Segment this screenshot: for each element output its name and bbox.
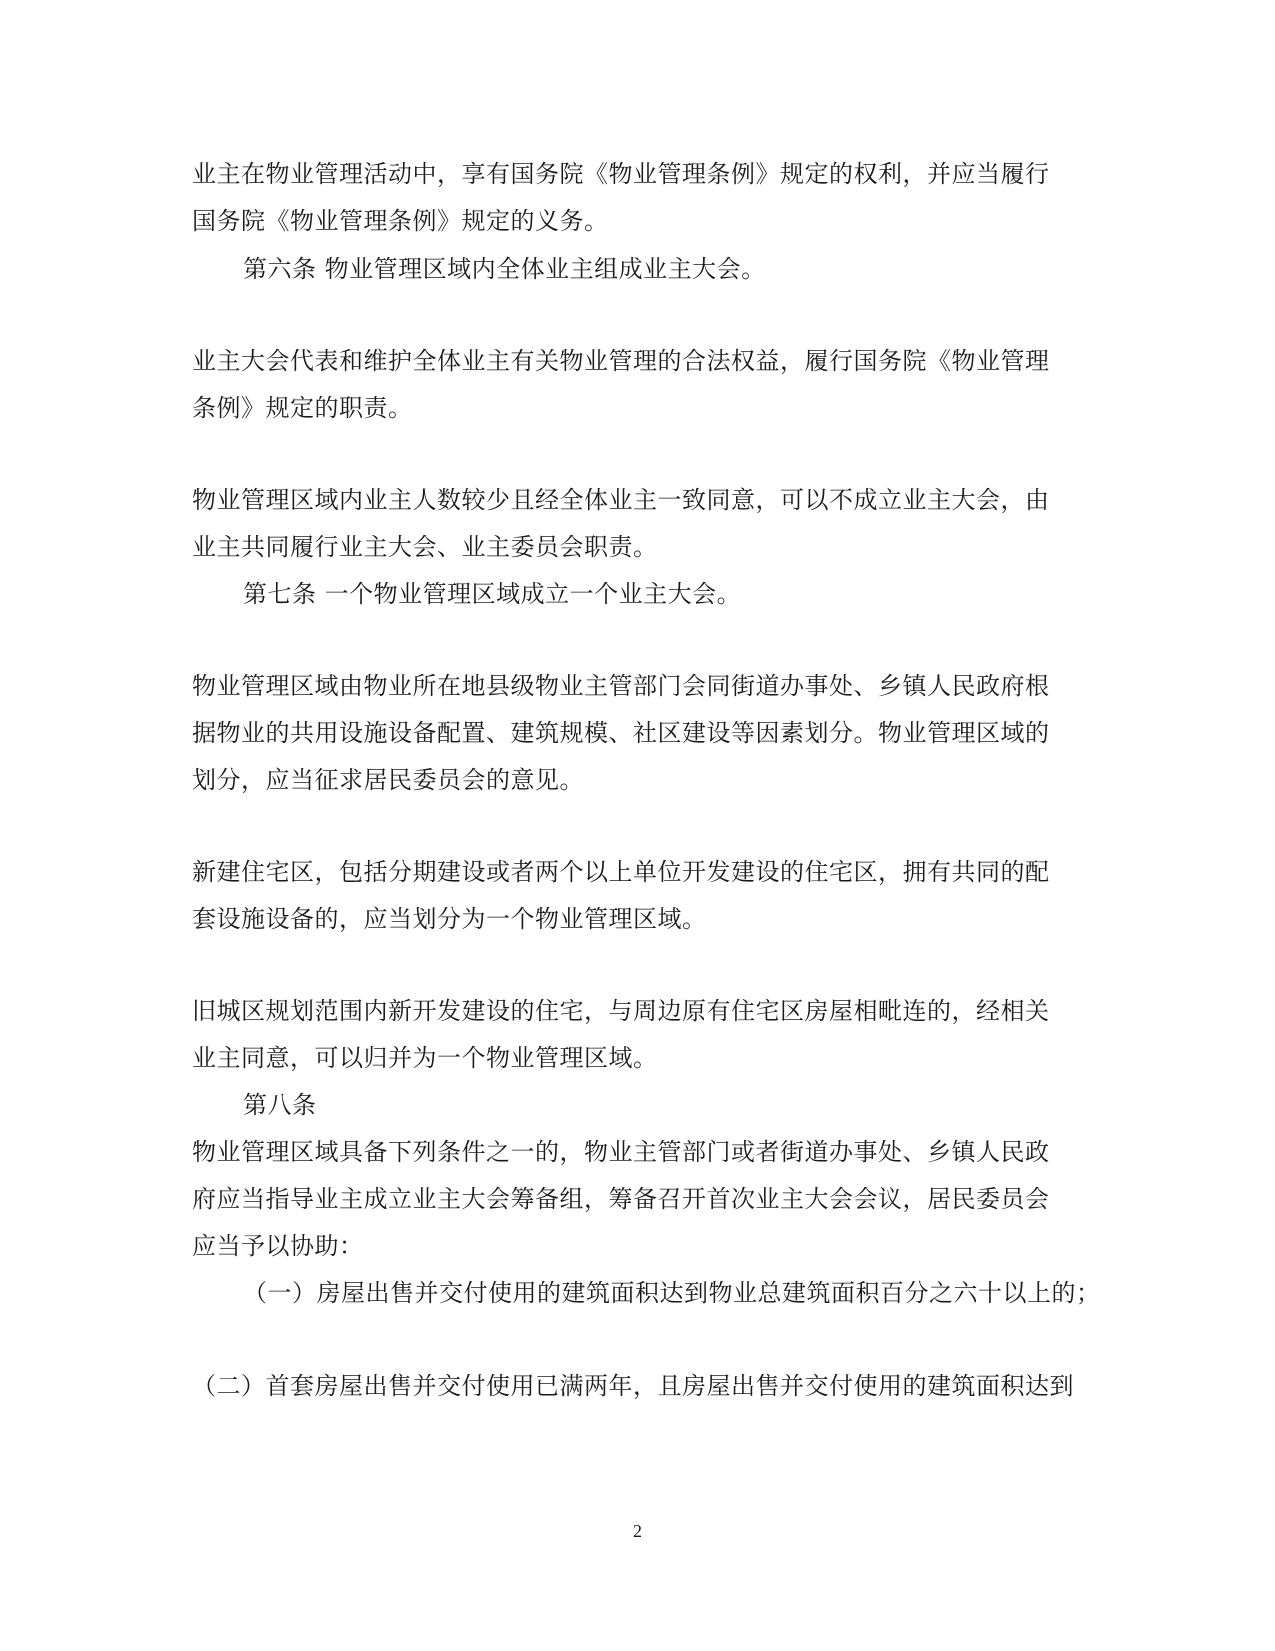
article-heading: 第八条: [243, 1091, 317, 1119]
text-line: 国务院《物业管理条例》规定的义务。: [192, 207, 609, 235]
text-line: 府应当指导业主成立业主大会筹备组，筹备召开首次业主大会会议，居民委员会: [192, 1185, 1050, 1213]
text-line: 物业管理区域内业主人数较少且经全体业主一致同意，可以不成立业主大会，由: [192, 486, 1050, 514]
text-line: 旧城区规划范围内新开发建设的住宅，与周边原有住宅区房屋相毗连的，经相关: [192, 997, 1050, 1025]
text-line: 据物业的共用设施设备配置、建筑规模、社区建设等因素划分。物业管理区域的: [192, 719, 1050, 747]
text-line: 新建住宅区，包括分期建设或者两个以上单位开发建设的住宅区，拥有共同的配: [192, 858, 1050, 886]
text-line: 物业管理区域具备下列条件之一的，物业主管部门或者街道办事处、乡镇人民政: [192, 1138, 1050, 1166]
text-line: 条例》规定的职责。: [192, 394, 413, 422]
text-line: 应当予以协助：: [192, 1232, 364, 1260]
page-number: 2: [633, 1521, 642, 1541]
text-line: 划分，应当征求居民委员会的意见。: [192, 766, 584, 794]
list-item: （一）房屋出售并交付使用的建筑面积达到物业总建筑面积百分之六十以上的；: [243, 1279, 1101, 1307]
text-line: 业主大会代表和维护全体业主有关物业管理的合法权益，履行国务院《物业管理: [192, 347, 1050, 375]
article-heading: 第七条 一个物业管理区域成立一个业主大会。: [243, 580, 742, 608]
list-item: （二）首套房屋出售并交付使用已满两年，且房屋出售并交付使用的建筑面积达到: [192, 1372, 1074, 1400]
text-line: 物业管理区域由物业所在地县级物业主管部门会同街道办事处、乡镇人民政府根: [192, 672, 1050, 700]
text-line: 业主同意，可以归并为一个物业管理区域。: [192, 1044, 658, 1072]
text-line: 业主共同履行业主大会、业主委员会职责。: [192, 533, 658, 561]
text-line: 业主在物业管理活动中，享有国务院《物业管理条例》规定的权利，并应当履行: [192, 160, 1050, 188]
article-heading: 第六条 物业管理区域内全体业主组成业主大会。: [243, 255, 766, 283]
text-line: 套设施设备的，应当划分为一个物业管理区域。: [192, 905, 707, 933]
